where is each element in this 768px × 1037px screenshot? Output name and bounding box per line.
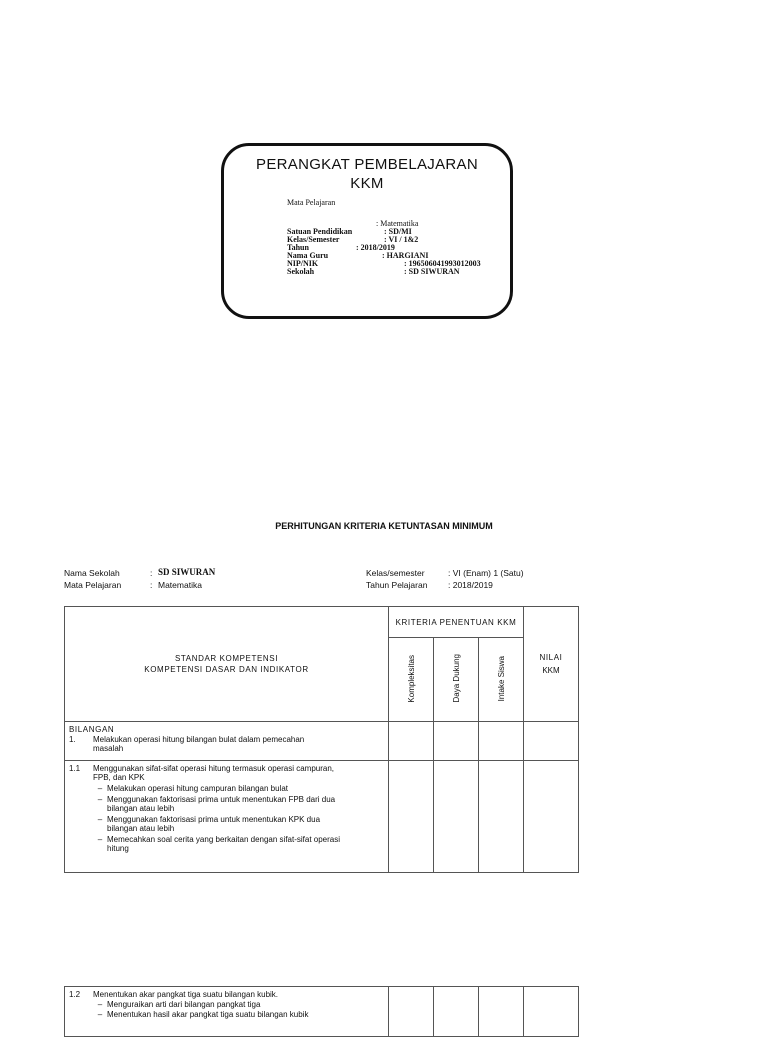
cover-kelas-label: Kelas/Semester	[287, 235, 340, 244]
daya-dukung-label: Daya Dukung	[451, 654, 461, 703]
standar-header-line2: KOMPETENSI DASAR DAN INDIKATOR	[144, 665, 309, 674]
kd2-cell	[65, 987, 389, 1037]
cover-guru-label: Nama Guru	[287, 251, 329, 260]
intake-siswa-label: Intake Siswa	[496, 655, 506, 702]
table-cell	[524, 987, 579, 1037]
cover-sekolah-label: Sekolah	[287, 267, 315, 276]
dash: –	[97, 795, 103, 804]
table-row	[65, 987, 579, 1037]
nilai-header-line1: NILAI	[539, 653, 563, 662]
table-cell	[434, 987, 479, 1037]
table-cell	[524, 761, 579, 873]
table-cell	[434, 761, 479, 873]
cover-sekolah-value: : SD SIWURAN	[404, 267, 460, 276]
kd1-cell	[65, 761, 389, 873]
sk-text-2: masalah	[93, 744, 124, 753]
standar-header	[65, 607, 389, 722]
kelas-label: Kelas/semester	[366, 568, 425, 578]
cover-satuan-value: : SD/MI	[384, 227, 412, 236]
kompleksitas-label: Kompleksitas	[406, 654, 416, 703]
intake-siswa-header	[479, 638, 524, 722]
dash: –	[97, 1010, 103, 1019]
nama-sekolah-value: SD SIWURAN	[158, 567, 216, 577]
kd1-number: 1.1	[69, 764, 81, 773]
kd1-indicator-3: Menggunakan faktorisasi prima untuk menentukan KPK dua	[107, 815, 321, 824]
cover-nip-label: NIP/NIK	[287, 259, 319, 268]
kd1-indicator-2-cont: bilangan atau lebih	[107, 804, 175, 813]
table-cell	[479, 987, 524, 1037]
kd1-indicator-2: Menggunakan faktorisasi prima untuk menentukan FPB dari dua	[107, 795, 336, 804]
table-cell	[479, 722, 524, 761]
cover-mapel-label: Mata Pelajaran	[287, 198, 336, 207]
kd1-text-1: Menggunakan sifat-sifat operasi hitung termasuk operasi campuran,	[93, 764, 335, 773]
table-cell	[389, 761, 434, 873]
cover-kelas-value: : VI / 1&2	[384, 235, 419, 244]
kd1-indicator-1: Melakukan operasi hitung campuran bilangan bulat	[107, 784, 289, 793]
kriteria-header	[389, 607, 524, 638]
kd1-text-2: FPB, dan KPK	[93, 773, 145, 782]
kd2-text: Menentukan akar pangkat tiga suatu bilangan kubik.	[93, 990, 279, 999]
kkm-table	[64, 606, 579, 873]
mapel-label: Mata Pelajaran	[64, 580, 122, 590]
table-cell	[434, 722, 479, 761]
mapel-colon: :	[150, 580, 153, 590]
mapel-value: Matematika	[158, 580, 202, 590]
kd1-indicator-4-cont: hitung	[107, 844, 129, 853]
document-heading: PERHITUNGAN KRITERIA KETUNTASAN MINIMUM	[275, 521, 493, 531]
cover-nip-value: : 196506041993012003	[404, 259, 481, 268]
section-label: BILANGAN	[69, 725, 115, 734]
kd2-indicator-2: Menentukan hasil akar pangkat tiga suatu bilangan kubik	[107, 1010, 309, 1019]
kompleksitas-header	[389, 638, 434, 722]
kriteria-header-label: KRITERIA PENENTUAN KKM	[395, 617, 517, 627]
cover-box	[221, 143, 513, 319]
table-cell	[389, 987, 434, 1037]
kkm-table-continued	[64, 986, 579, 1037]
dash: –	[97, 784, 103, 793]
tahun-label: Tahun Pelajaran	[366, 580, 428, 590]
standar-header-line1: STANDAR KOMPETENSI	[174, 654, 279, 663]
cover-title-line1: PERANGKAT PEMBELAJARAN	[256, 156, 478, 173]
table-cell	[479, 761, 524, 873]
dash: –	[97, 815, 103, 824]
daya-dukung-header	[434, 638, 479, 722]
nilai-kkm-header	[524, 607, 579, 722]
sk-number: 1.	[69, 735, 76, 744]
kd2-indicator-1: Menguraikan arti dari bilangan pangkat tiga	[107, 1000, 261, 1009]
cover-title	[224, 155, 510, 193]
table-cell	[524, 722, 579, 761]
cover-mapel-value: : Matematika	[376, 219, 419, 228]
sk-cell	[65, 722, 389, 761]
table-row	[65, 761, 579, 873]
cover-satuan-label: Satuan Pendidikan	[287, 227, 353, 236]
dash: –	[97, 1000, 103, 1009]
nama-sekolah-colon: :	[150, 568, 153, 578]
nama-sekolah-label: Nama Sekolah	[64, 568, 120, 578]
cover-tahun-label: Tahun	[287, 243, 309, 252]
kd1-indicator-3-cont: bilangan atau lebih	[107, 824, 175, 833]
cover-title-line2: KKM	[350, 175, 384, 192]
kd1-indicator-4: Memecahkan soal cerita yang berkaitan dengan sifat-sifat operasi	[107, 835, 341, 844]
table-cell	[389, 722, 434, 761]
cover-tahun-value: : 2018/2019	[356, 243, 395, 252]
dash: –	[97, 835, 103, 844]
tahun-value: : 2018/2019	[448, 580, 493, 590]
kelas-value: : VI (Enam) 1 (Satu)	[448, 568, 524, 578]
cover-guru-value: : HARGIANI	[382, 251, 429, 260]
nilai-header-line2: KKM	[542, 666, 560, 675]
sk-text-1: Melakukan operasi hitung bilangan bulat dalam pemecahan	[93, 735, 305, 744]
kd2-number: 1.2	[69, 990, 81, 999]
table-row	[65, 722, 579, 761]
